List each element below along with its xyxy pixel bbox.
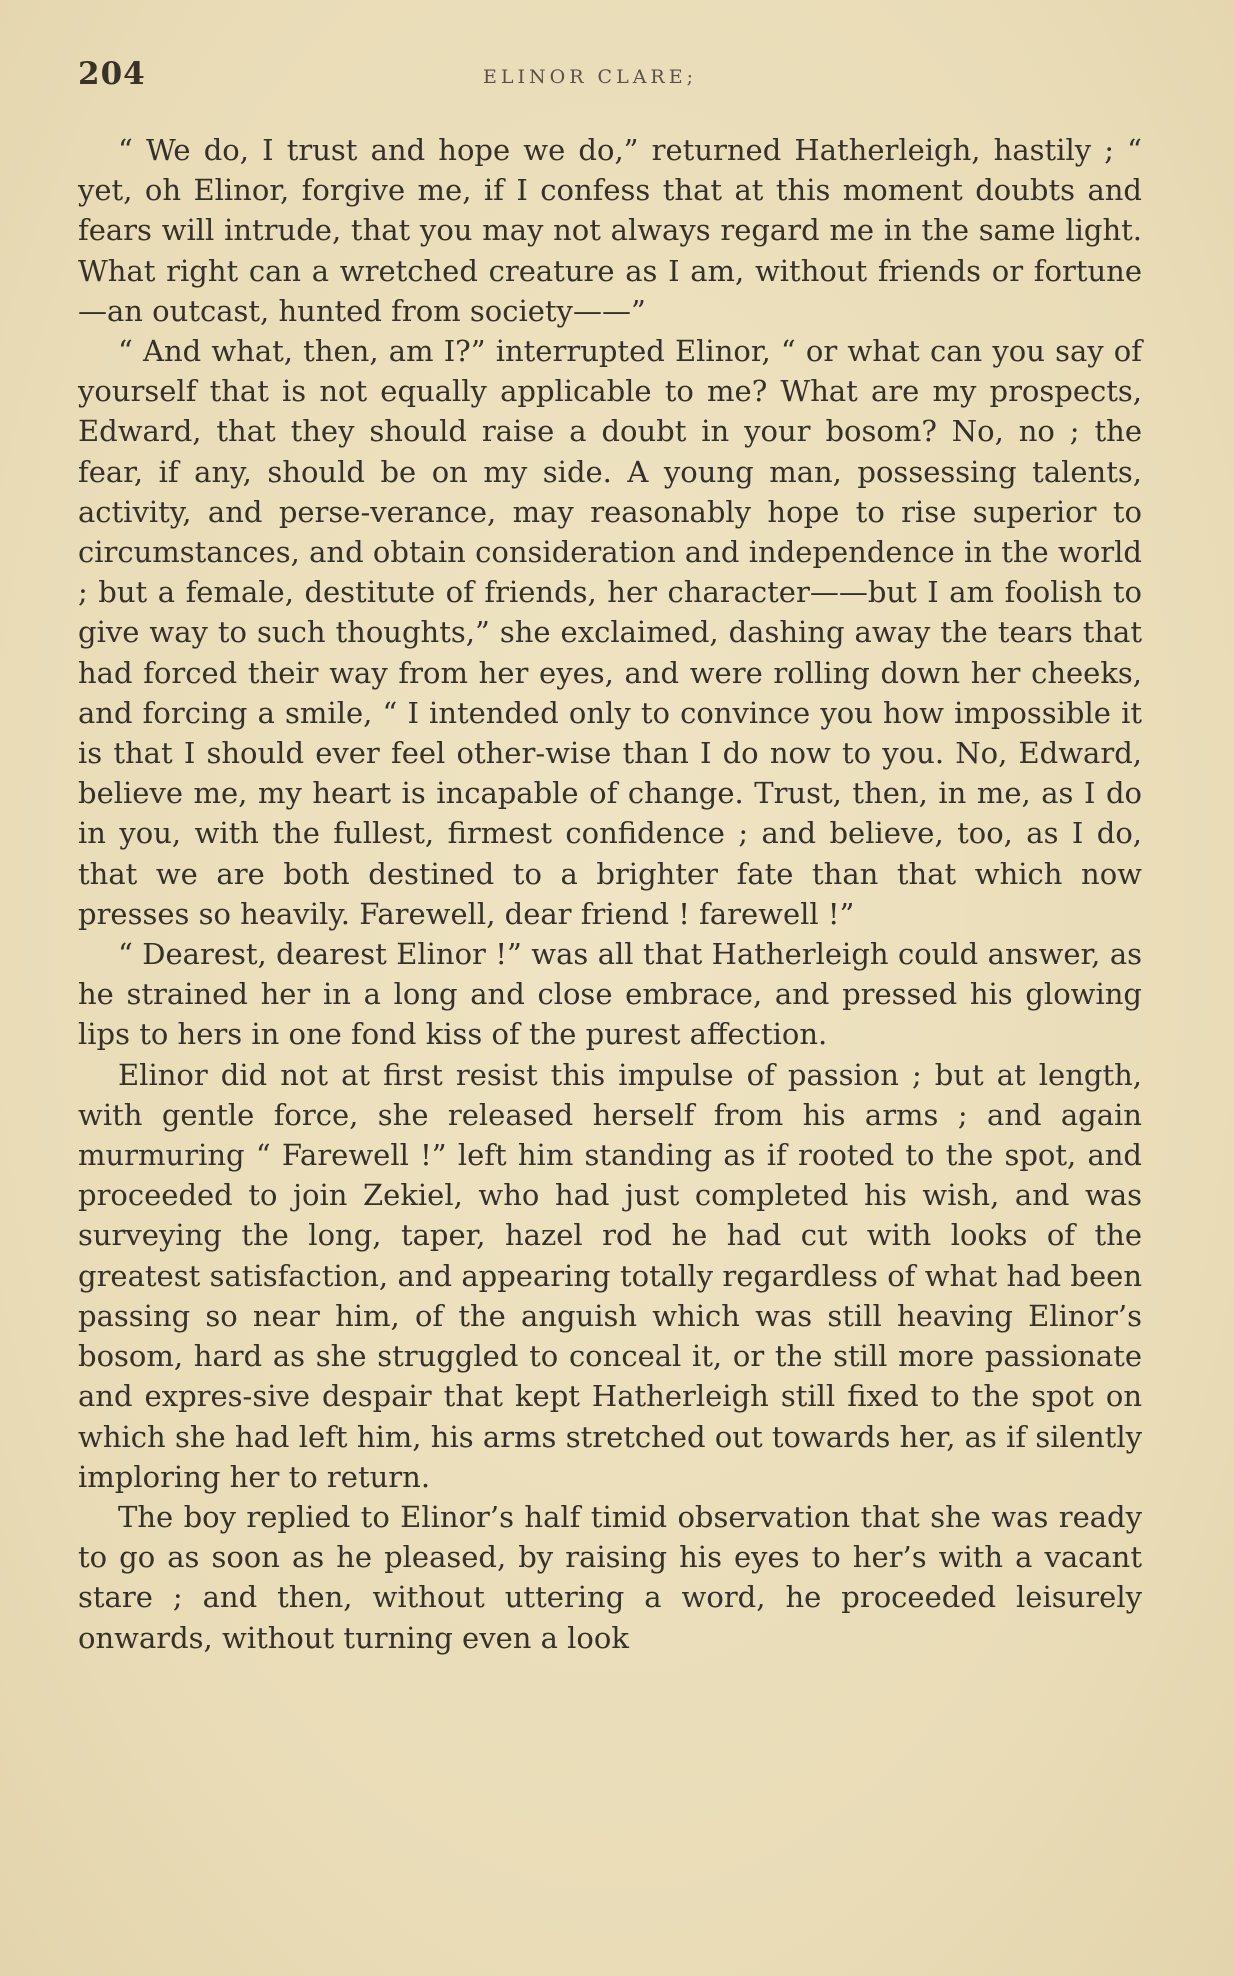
- running-title: ELINOR CLARE;: [483, 66, 697, 88]
- paragraph: “ We do, I trust and hope we do,” returned Hatherleigh, hastily ; “ yet, oh Elinor, forgive me, if I confess that at this moment doubts and fears will intrude, that you may not always regard me in the same light. What right can a wretched creature as I am, without friends or fortune—an outcast, hunted from society——”: [78, 133, 1142, 328]
- body-text: [78, 130, 1142, 1658]
- page-number: 204: [78, 56, 146, 92]
- paragraph: The boy replied to Elinor’s half timid observation that she was ready to go as soon as he pleased, by raising his eyes to her’s with a vacant stare ; and then, without uttering a word, he proceeded leisurely onwards, without turning even a look: [78, 1499, 1142, 1655]
- paragraph: Elinor did not at first resist this impulse of passion ; but at length, with gentle force, she released herself from his arms ; and again murmuring “ Farewell !” left him standing as if rooted to the spot, and proceeded to join Zekiel, who had just completed his wish, and was surveying the long, taper, hazel rod he had cut with looks of the greatest satisfaction, and appearing totally regardless of what had been passing so near him, of the anguish which was still heaving Elinor’s bosom, hard as she struggled to conceal it, or the still more passionate and expres-sive despair that kept Hatherleigh still fixed to the spot on which she had left him, his arms stretched out towards her, as if silently imploring her to return.: [78, 1057, 1142, 1494]
- paragraph: “ And what, then, am I?” interrupted Elinor, “ or what can you say of yourself that is not equally applicable to me? What are my prospects, Edward, that they should raise a doubt in your bosom? No, no ; the fear, if any, should be on my side. A young man, possessing talents, activity, and perse-verance, may reasonably hope to rise superior to circumstances, and obtain consideration and independence in the world ; but a female, destitute of friends, her character——but I am foolish to give way to such thoughts,” she exclaimed, dashing away the tears that had forced their way from her eyes, and were rolling down her cheeks, and forcing a smile, “ I intended only to convince you how impossible it is that I should ever feel other-wise than I do now to you. No, Edward, believe me, my heart is incapable of change. Trust, then, in me, as I do in you, with the fullest, firmest confidence ; and believe, too, as I do, that we are both destined to a brighter fate than that which now presses so heavily. Farewell, dear friend ! farewell !”: [78, 334, 1142, 931]
- paragraph: “ Dearest, dearest Elinor !” was all that Hatherleigh could answer, as he strained her in a long and close embrace, and pressed his glowing lips to hers in one fond kiss of the purest affection.: [78, 937, 1142, 1052]
- page-header: [78, 56, 1142, 100]
